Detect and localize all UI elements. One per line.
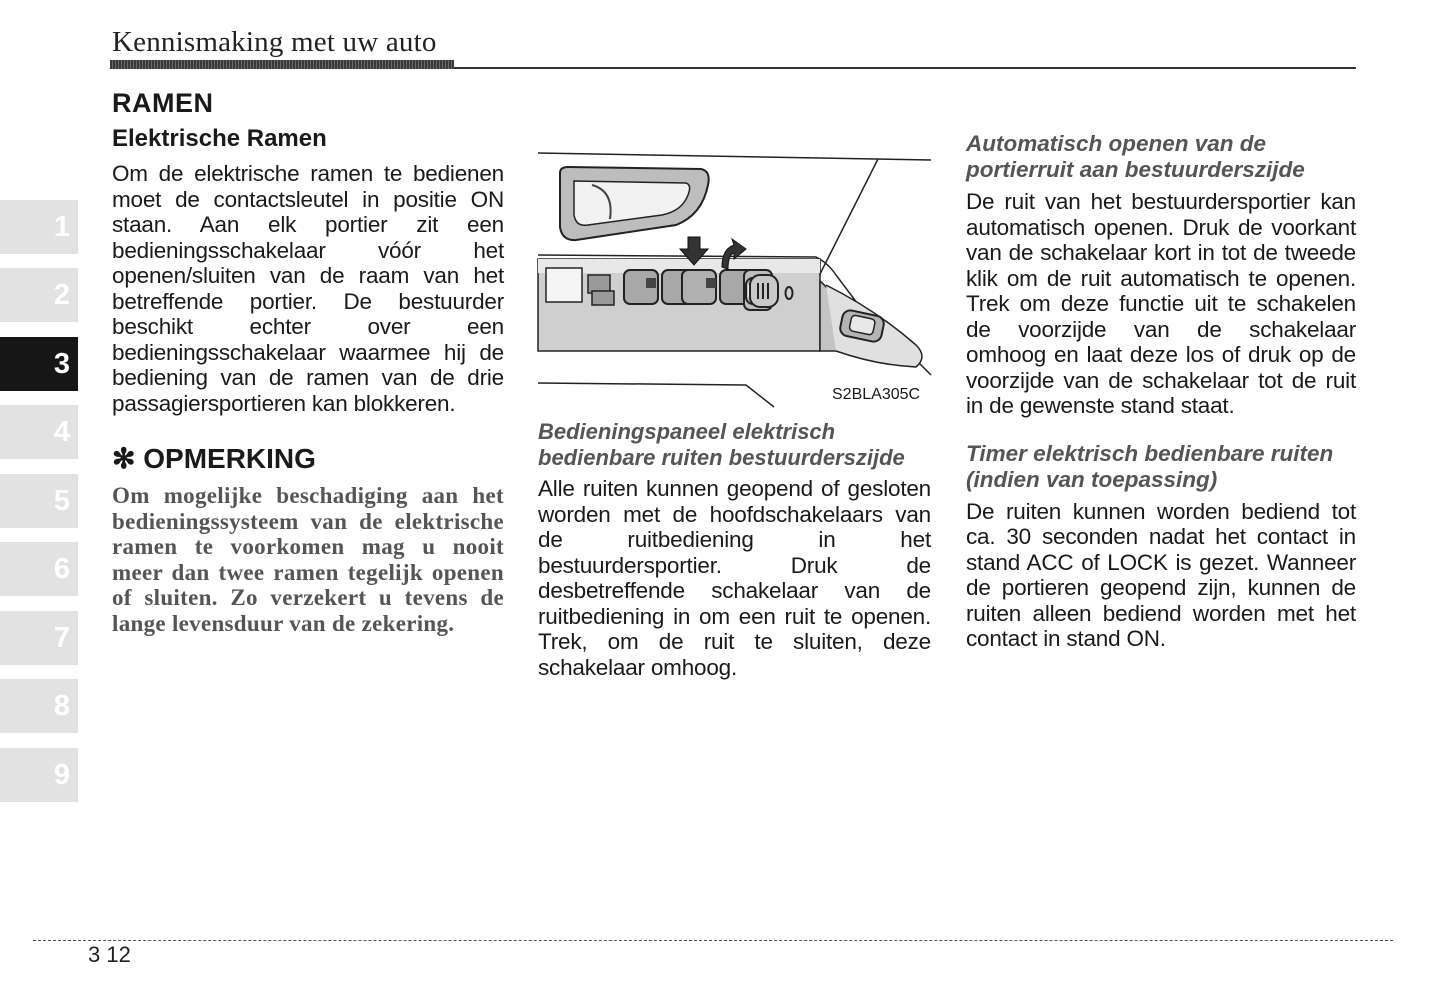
note-heading: ✻ OPMERKING xyxy=(112,443,316,474)
timer-paragraph: De ruiten kunnen worden bediend tot ca. 30 seconden nadat het contact in stand ACC of LOCK is gezet. Wanneer de portieren geopend zijn, kunnen de ruiten alleen bediend worden met het contact in stand ON. xyxy=(966,498,1356,651)
chapter-tab-2[interactable]: 2 xyxy=(0,268,78,322)
door-handle-drawing xyxy=(560,167,709,240)
chapter-tab-4[interactable]: 4 xyxy=(0,405,78,459)
section-title: RAMEN xyxy=(112,88,214,118)
header-bar xyxy=(110,60,454,69)
middle-column xyxy=(538,419,931,680)
chapter-tab-9[interactable]: 9 xyxy=(0,748,78,802)
intro-paragraph: Om de elektrische ramen te bedienen moet de contactsleutel in positie ON staan. Aan elk portier zit een bedieningsschakelaar vóór het openen/sluiten van de raam van het betreffende portier. De bestuurder beschikt echter over een bedieningsschakelaar waarmee hij de bediening van de ramen van de drie passagiersportieren kan blokkeren. xyxy=(112,161,504,416)
header-rule xyxy=(454,67,1356,69)
right-column xyxy=(966,131,1356,652)
figure-label: S2BLA305C xyxy=(832,386,921,403)
subsection-title: Elektrische Ramen xyxy=(112,125,327,152)
note-paragraph: Om mogelijke beschadiging aan het bedieningssysteem van de elektrische ramen te voorkomen mag u nooit meer dan twee ramen tegelijk openen of sluiten. Zo verzekert u tevens de lange levensduur van de zekering. xyxy=(112,483,504,636)
running-header: Kennismaking met uw auto xyxy=(112,26,437,58)
chapter-tab-6[interactable]: 6 xyxy=(0,542,78,596)
auto-open-paragraph: De ruit van het bestuurdersportier kan automatisch openen. Druk de voorkant van de schakelaar kort in tot de tweede klik om de ruit automatisch te openen. Trek om deze functie uit te schakelen de voorzijde van de schakelaar omhoog en laat deze los of druk op de voorzijde van de schakelaar tot de ruit in de gewenste stand staat. xyxy=(966,189,1356,418)
middle-paragraph: Alle ruiten kunnen geopend of gesloten worden met de hoofdschakelaars van de ruitbediening in het bestuurdersportier. Druk de desbetreffende schakelaar van de ruitbediening in om een ruit te openen. Trek, om de ruit te sluiten, deze schakelaar omhoog. xyxy=(538,476,931,680)
auto-open-heading: Automatisch openen van de portierruit aan bestuurderszijde xyxy=(966,131,1305,182)
figure-caption: Bedieningspaneel elektrisch bedienbare ruiten bestuurderszijde xyxy=(538,419,905,470)
chapter-tab-1[interactable]: 1 xyxy=(0,200,78,254)
page-number: 3 12 xyxy=(88,942,131,967)
footer-rule xyxy=(33,940,1393,941)
door-switch-panel-illustration xyxy=(536,145,936,415)
chapter-tab-8[interactable]: 8 xyxy=(0,679,78,733)
left-column xyxy=(112,88,504,636)
chapter-tab-5[interactable]: 5 xyxy=(0,474,78,528)
chapter-tab-3-active[interactable]: 3 xyxy=(0,337,78,391)
chapter-tab-7[interactable]: 7 xyxy=(0,611,78,665)
timer-heading: Timer elektrisch bedienbare ruiten (indien van toepassing) xyxy=(966,440,1334,492)
